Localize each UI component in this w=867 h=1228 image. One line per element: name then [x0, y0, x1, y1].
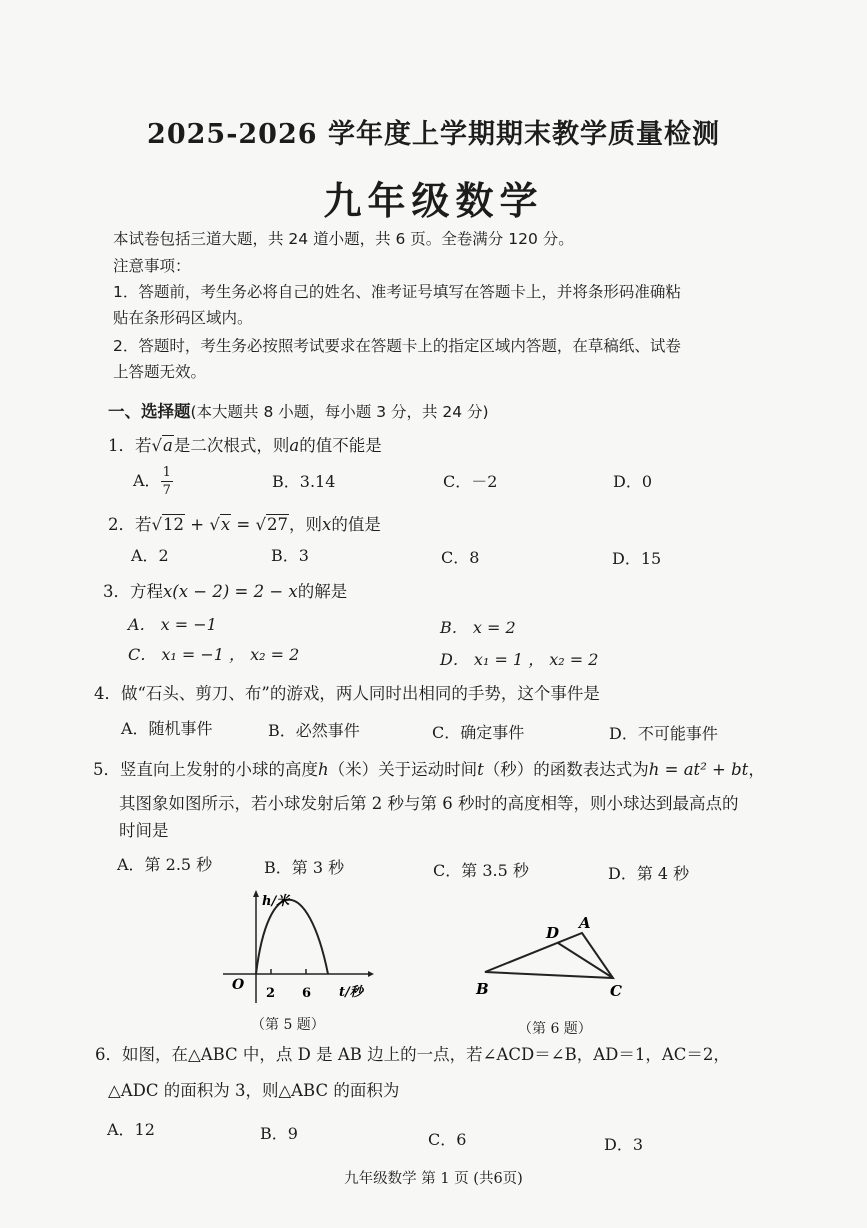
question-6-line-1: 6．如图，在△ABC 中，点 D 是 AB 边上的一点，若∠ACD＝∠B，AD＝1，AC＝2，: [95, 1045, 730, 1064]
q2-option-a: A．2: [131, 546, 169, 565]
segment-cd: [558, 943, 613, 978]
point-c-label: C: [610, 982, 622, 1000]
q3-option-a: A． x = −1: [128, 615, 217, 634]
tick-label-6: 6: [302, 986, 312, 1001]
notice-label: 注意事项：: [113, 257, 191, 275]
figure-5-graph: [218, 885, 378, 1005]
notice-2b: 上答题无效。: [113, 363, 207, 381]
question-4: 4．做“石头、剪刀、布”的游戏，两人同时出相同的手势，这个事件是: [94, 684, 600, 703]
x-axis-label: t/秒: [339, 985, 363, 1000]
question-5-line-1: 5．竖直向上发射的小球的高度h（米）关于运动时间t（秒）的函数表达式为h = at² + bt，: [93, 760, 765, 779]
origin-label: O: [232, 977, 245, 993]
question-5-line-3: 时间是: [119, 821, 169, 840]
point-d-label: D: [546, 924, 560, 942]
q4-option-b: B．必然事件: [268, 721, 360, 740]
question-1: 1．若√a是二次根式，则a的值不能是: [108, 436, 382, 455]
q6-option-d: D．3: [604, 1135, 644, 1154]
q5-option-d: D．第 4 秒: [608, 864, 690, 883]
y-axis-label: h/米: [262, 894, 290, 909]
q4-option-d: D．不可能事件: [609, 724, 718, 743]
q6-option-b: B．9: [260, 1124, 298, 1143]
q6-option-c: C．6: [428, 1130, 467, 1149]
q4-option-a: A．随机事件: [121, 719, 213, 738]
q5-option-b: B．第 3 秒: [264, 858, 345, 877]
q1-option-c: C．－2: [443, 472, 498, 491]
question-3: 3．方程x(x − 2) = 2 − x的解是: [103, 582, 348, 601]
q6-option-a: A．12: [107, 1120, 155, 1139]
q3-option-d: D． x₁ = 1 ， x₂ = 2: [440, 650, 599, 669]
q3-option-b: B． x = 2: [440, 618, 516, 637]
figure-6-triangle: [470, 910, 640, 1005]
q1-option-b: B．3.14: [272, 472, 336, 491]
q2-option-c: C．8: [441, 548, 480, 567]
q5-option-a: A．第 2.5 秒: [117, 855, 213, 874]
question-2: 2．若√12 + √x = √27，则x的值是: [108, 515, 381, 534]
q1-option-a: A． $\frac{1}{7}$: [133, 465, 171, 498]
page-footer: 九年级数学 第 1 页 (共6页): [344, 1171, 523, 1187]
x-axis-arrow: [368, 971, 374, 977]
point-a-label: A: [579, 914, 591, 932]
tick-label-2: 2: [266, 986, 276, 1001]
subject-title: 九年级数学: [323, 178, 544, 223]
notice-1b: 贴在条形码区域内。: [113, 309, 253, 327]
q4-option-c: C．确定事件: [432, 723, 525, 742]
notice-2a: 2．答题时，考生务必按照考试要求在答题卡上的指定区域内答题，在草稿纸、试卷: [113, 337, 681, 355]
figure-5-caption: （第 5 题）: [251, 1017, 325, 1033]
notice-1a: 1．答题前，考生务必将自己的姓名、准考证号填写在答题卡上，并将条形码准确粘: [113, 283, 681, 301]
q5-option-c: C．第 3.5 秒: [433, 861, 529, 880]
figure-6-caption: （第 6 题）: [518, 1021, 592, 1037]
question-5-line-2: 其图象如图所示，若小球发射后第 2 秒与第 6 秒时的高度相等，则小球达到最高点的: [119, 794, 739, 813]
section-heading: 一、选择题(本大题共 8 小题，每小题 3 分，共 24 分): [108, 402, 489, 421]
intro-line: 本试卷包括三道大题，共 24 道小题，共 6 页。全卷满分 120 分。: [113, 230, 574, 248]
q2-option-d: D．15: [612, 549, 662, 568]
point-b-label: B: [476, 980, 489, 998]
q2-option-b: B．3: [271, 546, 309, 565]
y-axis-arrow: [253, 890, 259, 897]
exam-title: 2025-2026 学年度上学期期末教学质量检测: [147, 119, 720, 150]
q1-option-d: D．0: [613, 472, 653, 491]
question-6-line-2: △ADC 的面积为 3，则△ABC 的面积为: [108, 1081, 400, 1100]
q3-option-c: C． x₁ = −1 ， x₂ = 2: [128, 645, 300, 664]
parabola-curve: [256, 900, 328, 974]
